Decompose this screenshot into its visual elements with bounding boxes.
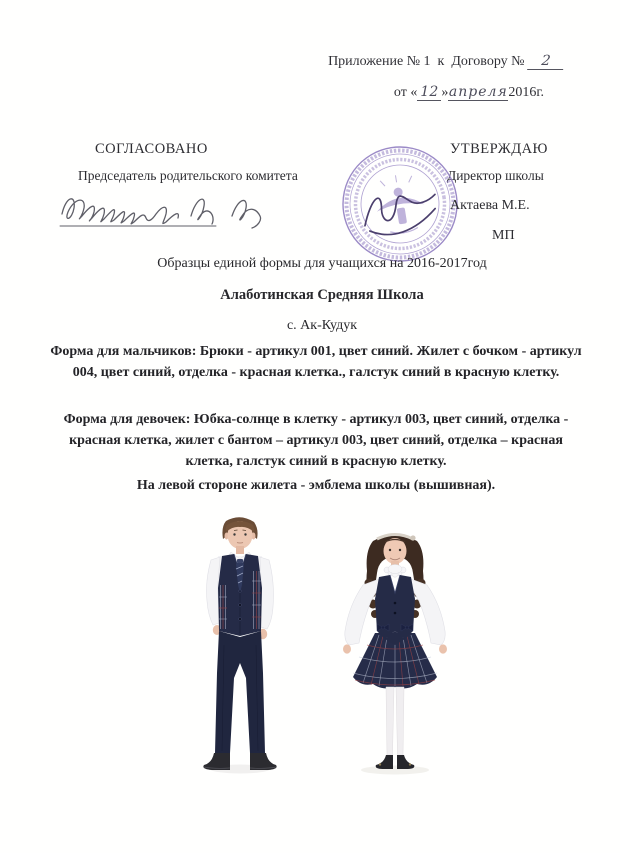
date-line (394, 84, 544, 101)
document-subtitle: Образцы единой формы для учащихся на 2016-2017год (157, 256, 487, 271)
village-name: с. Ак-Кудук (286, 318, 358, 333)
boy-in-school-uniform-photo (190, 513, 290, 775)
appendix-line (328, 53, 564, 70)
girl-in-school-uniform-photo (333, 527, 457, 775)
approved-role: Директор школы (447, 168, 544, 183)
appendix-text: Приложение № 1 к Договору № (328, 54, 528, 69)
agreed-role: Председатель родительского комитета (78, 168, 298, 183)
girls-uniform-paragraph: Форма для девочек: Юбка-солнце в клетку - артикул 003, цвет синий, отделка - красная клетка, жилет с бантом – артикул 003, цвет синий, отделка – красная клетка, галстук синий в красную клетку. (63, 412, 569, 469)
approved-title: УТВЕРЖДАЮ (450, 141, 548, 157)
seal-mark: МП (492, 228, 515, 243)
agreed-title: СОГЛАСОВАНО (95, 141, 208, 157)
emblem-note: На левой стороне жилета - эмблема школы (вышивная). (136, 478, 496, 493)
date-quote-close: » (441, 85, 449, 100)
month-handwritten: апреля (448, 84, 508, 100)
boys-uniform-paragraph: Форма для мальчиков: Брюки - артикул 001, цвет синий. Жилет с бочком - артикул 004, цвет синий, отделка - красная клетка., галстук синий в красную клетку. (50, 344, 582, 380)
director-name: Актаева М.Е. (450, 198, 530, 213)
school-name: Алаботинская Средняя Школа (220, 287, 424, 303)
date-from-text: от « (393, 85, 418, 100)
contract-number-handwritten: 2 (527, 53, 565, 70)
chairman-signature-icon (56, 186, 271, 232)
date-year-text: 2016г. (508, 85, 544, 100)
day-handwritten: 12 (417, 84, 441, 101)
